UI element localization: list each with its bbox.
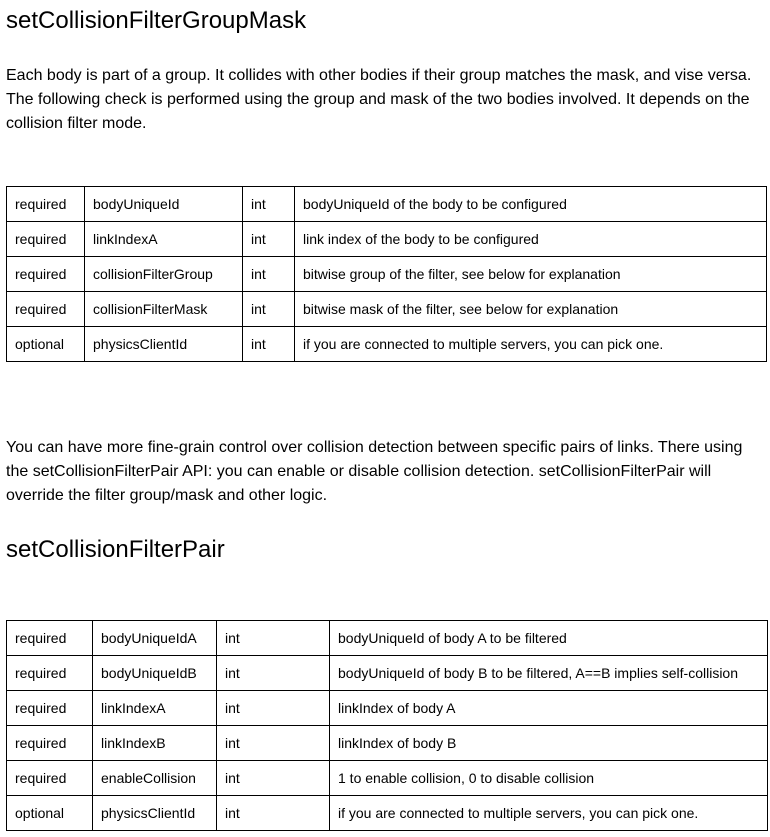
param-description: bitwise mask of the filter, see below for explanation [295, 292, 767, 327]
param-description: 1 to enable collision, 0 to disable collision [330, 761, 768, 796]
param-description: linkIndex of body B [330, 726, 768, 761]
param-type: int [217, 726, 330, 761]
table-row [7, 726, 768, 761]
param-requirement: optional [7, 327, 85, 362]
param-description: bodyUniqueId of body B to be filtered, A==B implies self-collision [330, 656, 768, 691]
param-description: bodyUniqueId of the body to be configured [295, 187, 767, 222]
table-row [7, 292, 767, 327]
param-description: bitwise group of the filter, see below for explanation [295, 257, 767, 292]
param-type: int [217, 761, 330, 796]
param-name: collisionFilterGroup [85, 257, 243, 292]
table-row [7, 761, 768, 796]
param-type: int [217, 796, 330, 831]
table-row [7, 222, 767, 257]
table-row [7, 187, 767, 222]
param-description: linkIndex of body A [330, 691, 768, 726]
table-row [7, 327, 767, 362]
section-title-filter-pair: setCollisionFilterPair [6, 536, 225, 563]
param-requirement: required [7, 187, 85, 222]
param-name: bodyUniqueIdA [93, 621, 217, 656]
param-requirement: optional [7, 796, 93, 831]
param-type: int [243, 222, 295, 257]
param-type: int [217, 691, 330, 726]
table-row [7, 656, 768, 691]
param-description: if you are connected to multiple servers, you can pick one. [295, 327, 767, 362]
param-requirement: required [7, 292, 85, 327]
param-type: int [217, 656, 330, 691]
param-name: linkIndexB [93, 726, 217, 761]
param-type: int [243, 292, 295, 327]
group-mask-parameter-table [6, 186, 767, 362]
param-name: enableCollision [93, 761, 217, 796]
param-requirement: required [7, 691, 93, 726]
param-type: int [217, 621, 330, 656]
table-row [7, 621, 768, 656]
param-name: linkIndexA [93, 691, 217, 726]
param-requirement: required [7, 726, 93, 761]
param-description: link index of the body to be configured [295, 222, 767, 257]
param-requirement: required [7, 621, 93, 656]
table-row [7, 796, 768, 831]
param-name: collisionFilterMask [85, 292, 243, 327]
param-requirement: required [7, 761, 93, 796]
filter-pair-parameter-table [6, 620, 768, 831]
param-name: physicsClientId [93, 796, 217, 831]
param-type: int [243, 327, 295, 362]
param-description: if you are connected to multiple servers, you can pick one. [330, 796, 768, 831]
group-mask-description: Each body is part of a group. It collides with other bodies if their group matches the mask, and vise versa. The following check is performed using the group and mask of the two bodies involved. It depends on the collision filter mode. [6, 67, 752, 132]
filter-pair-intro: You can have more fine-grain control over collision detection between specific pairs of links. There using the setCollisionFilterPair API: you can enable or disable collision detection. setCollisionFilterPair will override the filter group/mask and other logic. [6, 439, 743, 504]
param-name: physicsClientId [85, 327, 243, 362]
section-title-group-mask: setCollisionFilterGroupMask [6, 7, 307, 34]
param-name: linkIndexA [85, 222, 243, 257]
param-description: bodyUniqueId of body A to be filtered [330, 621, 768, 656]
param-name: bodyUniqueIdB [93, 656, 217, 691]
table-row [7, 257, 767, 292]
table-row [7, 691, 768, 726]
param-requirement: required [7, 222, 85, 257]
param-name: bodyUniqueId [85, 187, 243, 222]
param-requirement: required [7, 656, 93, 691]
param-requirement: required [7, 257, 85, 292]
param-type: int [243, 257, 295, 292]
param-type: int [243, 187, 295, 222]
